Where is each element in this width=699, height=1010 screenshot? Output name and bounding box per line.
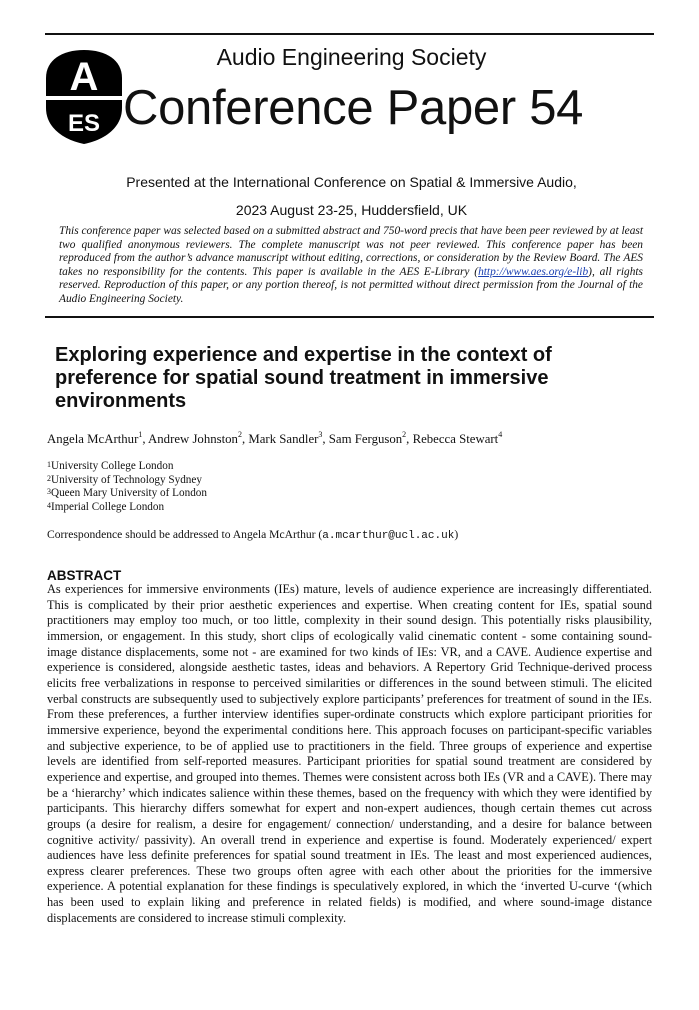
author: Sam Ferguson$^2$ <box>328 430 407 446</box>
paper-label: Conference Paper 54 <box>123 81 584 135</box>
presented-line-1: Presented at the International Conference on Spatial & Immersive Audio, <box>126 174 577 190</box>
top-rule <box>45 33 654 35</box>
author: Angela McArthur$^1$ <box>47 430 143 446</box>
logo-letters-es: ES <box>67 110 101 137</box>
affiliation: $^4$Imperial College London <box>47 500 165 513</box>
affiliation: $^1$University College London <box>47 460 174 472</box>
society-name: Audio Engineering Society <box>216 44 487 70</box>
affiliation: $^3$Queen Mary University of London <box>47 487 207 499</box>
abstract-body: As experiences for immersive environments (IEs) mature, levels of audience experience are increasingly differentiated. This is complicated by their prior aesthetic experiences and expertise. When creating content for IEs, spatial sound practitioners may employ too much, or too little, complexity in their sound design. This potentially risks plausibility, immersion, or engagement. In this study, short clips of ecologically valid cinematic content - some containing sound-image distance displacements, some not - are examined for two kinds of IEs: VR, and a CAVE. Audience expertise and experience is considered, alongside aesthetic tastes, ideas and behaviors. A Repertory Grid Technique-derived process elicits free verbalizations in response to perceived similarities or differences in the sound between stimuli. The elicited verbal constructs are subsequently used to subjectively explore participants’ preferences for treatment of sound in the IEs. From these preferences, a further interview identifies super-ordinate constructs which explore participant priorities for immersive experience, beyond the experimental conditions here. This approach focuses on participant-specific variables and subjective experience, to be of applied use to practitioners in the field. Three groups of experience and expertise levels are identified from self-reported measures. Participant priorities for spatial sound treatment are considered by experience and expertise, and grouped into themes. Themes were consistent across both IEs (VR and a CAVE). There may be a ‘hierarchy’ which indicates salience within these themes, based on the frequency with which they were identified by participants. This hierarchy differs somewhat for expert and non-expert audiences, though certain themes cut across groups (a desire for realism, a desire for engagement/ connection/ understanding, and a desire for balance between cognitive activity/ passivity). An overall trend in experience and expertise is found. Moderately experienced/ expert audiences have less definite preferences for spatial sound treatment in IEs. The least and most experienced audiences, express clearer preferences. These two groups often agree with each other about the priorities for the immersive experience. A potential explanation for these findings is speculatively explored, in which the ‘inverted U-curve ‘(which has been used to explain liking and preference in related fields) is modified, and where sound-image distance displacements are considered to increase stimuli complexity. <box>47 582 653 925</box>
e-library-link[interactable]: http://www.aes.org/e-lib <box>478 265 589 278</box>
author-list: Angela McArthur$^1$, Andrew Johnston$^2$, Mark Sandler$^3$, Sam Ferguson$^2$, Rebecca Stewart$^4$ <box>47 430 503 446</box>
presented-at <box>0 168 699 224</box>
header-bottom-rule <box>45 316 654 318</box>
affiliation: $^2$University of Technology Sydney <box>47 473 202 486</box>
disclaimer-text-1: This conference paper was selected based on a submitted abstract and 750-word precis that have been peer reviewed by at least two qualified anonymous reviewers. The complete manuscript was not peer reviewed. This conference paper has been reproduced from the author’s advance manuscript without editing, corrections, or consideration by the Review Board. The AES takes no responsibility for the contents. This paper is available in the AES E-Library ( <box>59 225 643 278</box>
author: Mark Sandler$^3$ <box>248 430 323 446</box>
correspondence: Correspondence should be addressed to Angela McArthur (a.mcarthur@ucl.ac.uk) <box>47 528 459 542</box>
author: Rebecca Stewart$^4$ <box>412 430 503 446</box>
disclaimer <box>59 225 643 307</box>
abstract-heading: ABSTRACT <box>47 568 122 583</box>
article-title: Exploring experience and expertise in the context of preference for spatial sound treatment in immersive environments <box>55 344 552 412</box>
logo-letter-a: A <box>69 55 99 99</box>
disclaimer-text-2: ), all rights reserved. Reproduction of this paper, or any portion thereof, is not permitted without direct permission from the Journal of the Audio Engineering Society. <box>59 265 643 305</box>
author: Andrew Johnston$^2$ <box>148 430 242 446</box>
affiliations <box>47 460 207 514</box>
correspondence-email[interactable]: a.mcarthur@ucl.ac.uk <box>322 530 455 542</box>
presented-line-2: 2023 August 23-25, Huddersfield, UK <box>235 202 468 218</box>
